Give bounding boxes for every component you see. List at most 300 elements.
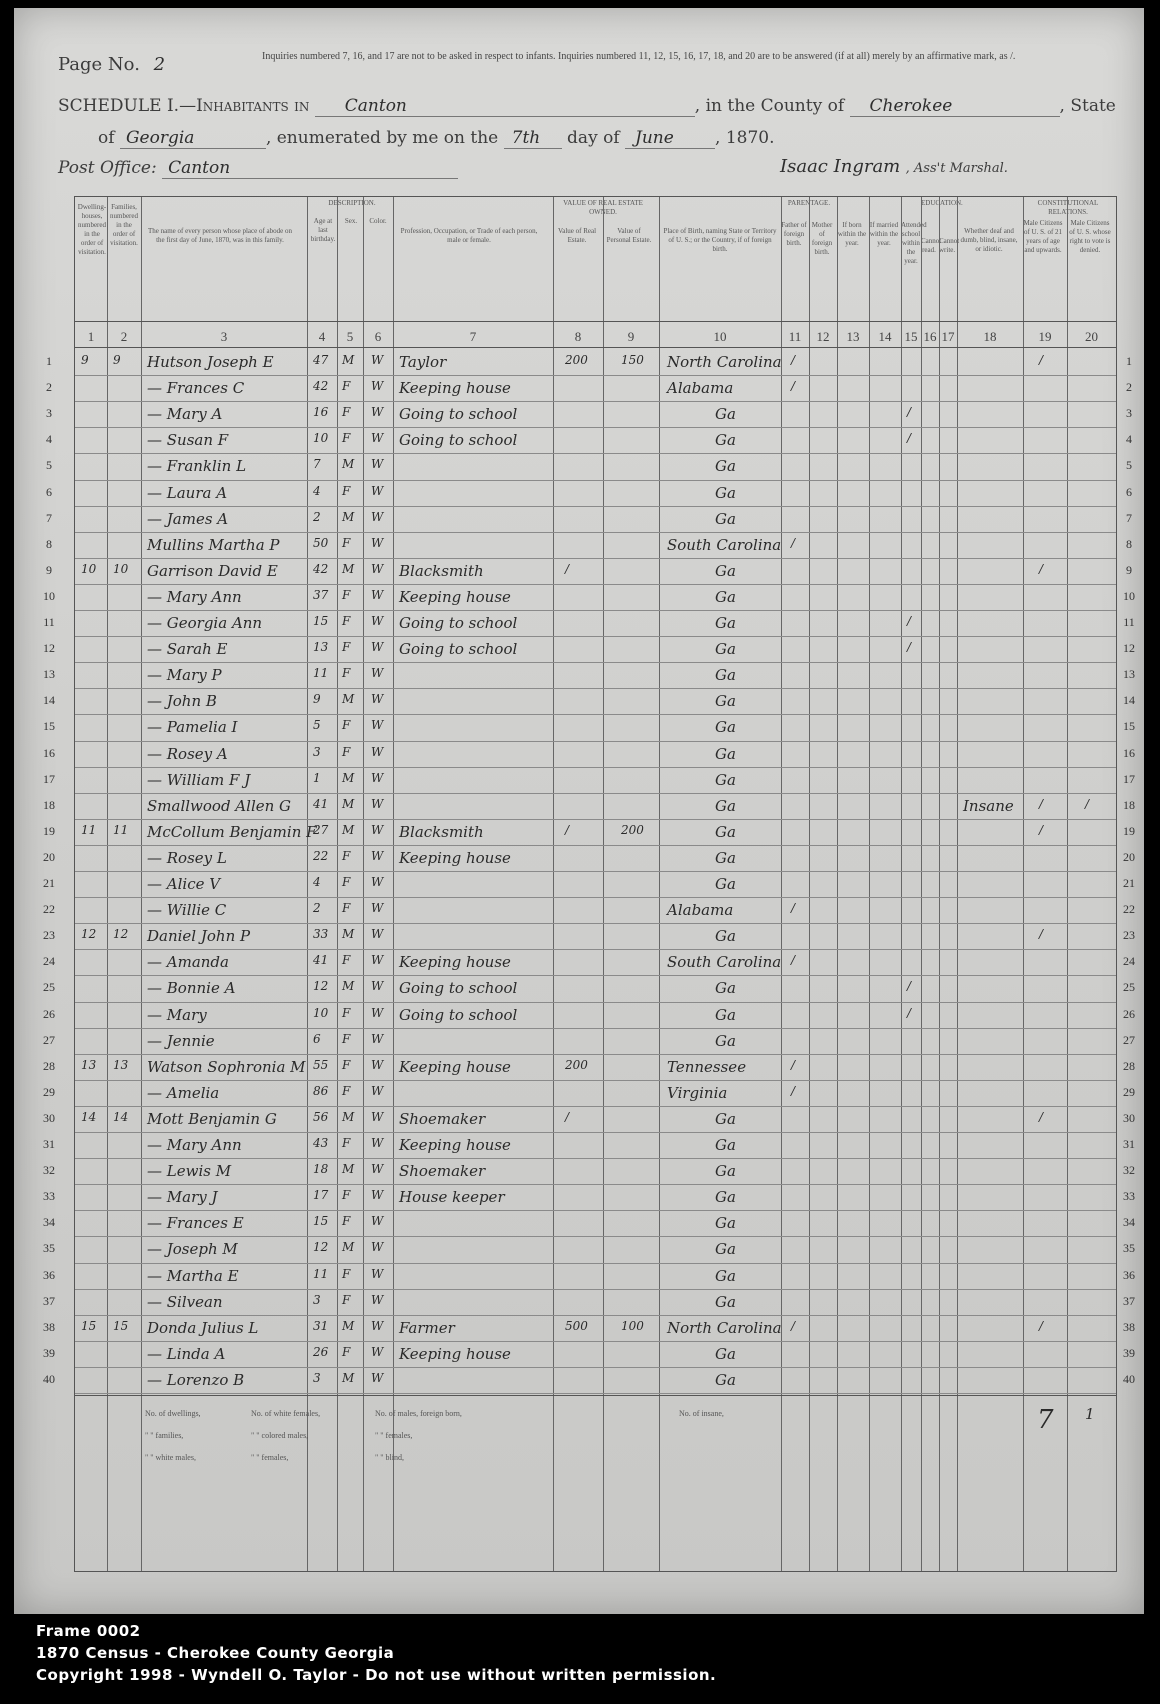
color-value: W (371, 1240, 384, 1255)
person-name: — Frances C (147, 379, 245, 398)
sex-value: M (342, 1240, 355, 1255)
row-divider (75, 871, 1116, 872)
sex-value: M (342, 509, 355, 524)
row-divider (75, 1002, 1116, 1003)
place-value: Canton (315, 96, 695, 117)
column-number: 5 (346, 329, 354, 344)
person-name: — Mary A (147, 405, 223, 424)
row-divider (75, 741, 1116, 742)
row-number-left: 3 (46, 406, 52, 421)
person-name: Donda Julius L (147, 1318, 259, 1337)
sex-value: F (342, 587, 351, 602)
summary-colored-males: " " colored males, (251, 1431, 309, 1440)
sex-value: F (342, 901, 351, 916)
occupation-value: House keeper (399, 1188, 505, 1207)
age-value: 2 (313, 901, 321, 916)
row-number-left: 17 (43, 771, 55, 786)
row-number-right: 11 (1123, 615, 1135, 629)
birthplace-value: Ga (715, 561, 736, 580)
row-number-right: 26 (1123, 1006, 1135, 1021)
color-value: W (371, 483, 384, 498)
sex-value: F (342, 953, 351, 968)
header-name: The name of every person whose place of abode on the first day of June, 1870, was in this family. (147, 227, 293, 244)
column-divider (921, 197, 922, 1571)
age-value: 31 (313, 1318, 329, 1333)
dwelling-number: 11 (81, 822, 97, 837)
summary-insane: No. of insane, (679, 1409, 724, 1418)
column-divider (659, 197, 660, 1571)
row-number-left: 31 (43, 1137, 55, 1151)
post-office-line (58, 158, 458, 179)
column-number: 13 (846, 329, 860, 344)
row-divider (75, 1106, 1116, 1107)
occupation-value: Farmer (399, 1318, 455, 1337)
age-value: 27 (313, 822, 329, 837)
header-color: Color. (369, 217, 387, 225)
row-number-right: 6 (1126, 484, 1132, 499)
color-value: W (371, 796, 384, 811)
year-label: , 1870. (715, 128, 775, 148)
sex-value: M (342, 457, 355, 472)
row-number-left: 27 (43, 1032, 55, 1047)
color-value: W (371, 1005, 384, 1020)
sex-value: M (342, 770, 355, 785)
person-name: — Joseph M (147, 1240, 238, 1259)
age-value: 42 (313, 561, 329, 576)
column-divider (553, 197, 554, 1571)
row-divider (75, 949, 1116, 950)
header-occupation: Profession, Occupation, or Trade of each person, male or female. (400, 227, 538, 244)
color-value: W (371, 770, 384, 785)
color-value: W (371, 614, 384, 628)
day-value: 7th (504, 128, 562, 149)
census-sheet (14, 8, 1144, 1614)
occupation-value: Keeping house (399, 379, 511, 398)
age-value: 12 (313, 979, 329, 994)
column-divider (957, 197, 958, 1571)
header-attended-school: Attended school within the year. (901, 221, 927, 265)
citizen-mark: / (1039, 822, 1044, 837)
header-father-foreign: Father of foreign birth. (781, 221, 807, 247)
color-value: W (371, 1031, 384, 1046)
age-value: 10 (313, 431, 329, 446)
real-estate-value: 500 (565, 1318, 588, 1333)
birthplace-value: North Carolina (667, 353, 782, 371)
row-number-right: 4 (1126, 432, 1132, 447)
person-name: — Pamelia I (147, 718, 238, 737)
caption-frame: Frame 0002 (36, 1622, 141, 1640)
color-value: W (371, 1292, 384, 1307)
row-number-left: 23 (43, 928, 55, 943)
column-number: 15 (904, 329, 918, 344)
color-value: W (371, 927, 384, 942)
summary-blind: " " blind, (375, 1453, 404, 1462)
caption-title: 1870 Census - Cherokee County Georgia (36, 1644, 395, 1662)
header-education: EDUCATION. (921, 199, 963, 207)
real-estate-value: / (565, 822, 570, 837)
dwelling-number: 14 (81, 1109, 97, 1124)
sex-value: F (342, 1136, 351, 1150)
color-value: W (371, 587, 384, 602)
person-name: — Silvean (147, 1292, 223, 1311)
row-divider (75, 427, 1116, 428)
header-personal-estate: Value of Personal Estate. (606, 227, 652, 244)
birthplace-value: Ga (715, 1188, 736, 1207)
dwelling-number: 15 (81, 1318, 97, 1333)
row-number-right: 34 (1123, 1215, 1135, 1230)
person-name: — Lewis M (147, 1162, 232, 1181)
age-value: 4 (313, 875, 321, 889)
row-divider (75, 610, 1116, 611)
school-mark: / (907, 1005, 912, 1020)
summary-females: " " females, (251, 1453, 289, 1462)
row-number-left: 11 (43, 615, 55, 629)
row-divider (75, 558, 1116, 559)
row-divider (75, 1080, 1116, 1081)
row-number-left: 7 (46, 510, 52, 525)
row-number-left: 30 (43, 1110, 55, 1125)
row-divider (75, 767, 1116, 768)
sex-value: F (342, 1057, 351, 1072)
color-value: W (371, 561, 384, 576)
birthplace-value: Ga (715, 1214, 736, 1233)
person-name: McCollum Benjamin F (147, 822, 317, 841)
personal-estate-value: 150 (621, 353, 644, 367)
column-number: 8 (574, 329, 582, 344)
column-number: 14 (878, 329, 892, 344)
dwelling-number: 9 (81, 353, 89, 367)
age-value: 41 (313, 796, 329, 811)
citizen-mark: / (1039, 353, 1044, 367)
person-name: Watson Sophronia M (147, 1057, 306, 1076)
header-sex: Sex. (344, 217, 358, 225)
header-birthplace: Place of Birth, naming State or Territory of U. S.; or the Country, if of foreign birth. (663, 227, 777, 253)
column-number: 2 (120, 329, 128, 344)
citizen-mark: / (1039, 927, 1044, 942)
person-name: — Franklin L (147, 457, 247, 476)
birthplace-value: Ga (715, 875, 736, 893)
row-number-left: 4 (46, 432, 52, 447)
age-value: 5 (313, 718, 321, 733)
real-estate-value: / (565, 561, 570, 576)
header-constitutional: CONSTITUTIONAL RELATIONS. (1037, 199, 1099, 216)
summary-divider (75, 1395, 1116, 1396)
row-number-left: 22 (43, 902, 55, 917)
color-value: W (371, 822, 384, 837)
sex-value: M (342, 796, 355, 811)
age-value: 37 (313, 587, 329, 602)
citizen-mark: / (1039, 561, 1044, 576)
sex-value: F (342, 614, 351, 628)
father-foreign-mark: / (791, 1318, 796, 1333)
color-value: W (371, 848, 384, 863)
real-estate-value: 200 (565, 353, 588, 367)
row-number-left: 38 (43, 1319, 55, 1334)
post-office-label: Post Office: (58, 158, 157, 178)
row-divider (75, 375, 1116, 376)
column-divider (141, 197, 142, 1571)
row-number-left: 13 (43, 667, 55, 682)
birthplace-value: Ga (715, 640, 736, 659)
occupation-value: Keeping house (399, 1344, 511, 1363)
occupation-value: Shoemaker (399, 1162, 486, 1181)
row-number-right: 15 (1123, 719, 1135, 734)
row-number-left: 32 (43, 1163, 55, 1178)
father-foreign-mark: / (791, 901, 796, 916)
column-number: 12 (816, 329, 830, 344)
caption-copyright: Copyright 1998 - Wyndell O. Taylor - Do not use without written permission. (36, 1666, 717, 1684)
age-value: 15 (313, 614, 329, 628)
sex-value: F (342, 1083, 351, 1098)
color-value: W (371, 901, 384, 916)
birthplace-value: Ga (715, 1005, 736, 1024)
sex-value: F (342, 535, 351, 550)
color-value: W (371, 1266, 384, 1281)
row-number-left: 10 (43, 588, 55, 603)
age-value: 56 (313, 1109, 329, 1124)
age-value: 17 (313, 1188, 329, 1203)
sex-value: F (342, 1031, 351, 1046)
row-divider (75, 636, 1116, 637)
month-value: June (625, 128, 715, 149)
row-number-right: 21 (1123, 876, 1135, 890)
row-number-left: 35 (43, 1241, 55, 1256)
page-label-text: Page No. (58, 54, 140, 75)
sex-value: F (342, 1266, 351, 1281)
sex-value: M (342, 692, 355, 707)
age-value: 7 (313, 457, 321, 472)
color-value: W (371, 1136, 384, 1150)
color-value: W (371, 535, 384, 550)
inquiry-note: Inquiries numbered 7, 16, and 17 are not to be asked in respect to infants. Inquiries numbered 11, 12, 15, 16, 17, 18, and 20 are to be answered (if at all) merely by an affirmative mark, as /. (262, 51, 1016, 62)
column-divider (837, 197, 838, 1571)
row-number-right: 1 (1126, 354, 1132, 368)
family-number: 11 (113, 822, 129, 837)
row-number-left: 6 (46, 484, 52, 499)
sex-value: M (342, 1162, 355, 1177)
row-number-right: 17 (1123, 771, 1135, 786)
person-name: — William F J (147, 770, 251, 789)
birthplace-value: Ga (715, 718, 736, 737)
age-value: 18 (313, 1162, 329, 1177)
color-value: W (371, 875, 384, 889)
color-value: W (371, 509, 384, 524)
birthplace-value: Ga (715, 1266, 736, 1285)
row-number-right: 39 (1123, 1345, 1135, 1360)
birthplace-value: Ga (715, 770, 736, 789)
person-name: — Willie C (147, 901, 227, 920)
post-office-value: Canton (162, 158, 458, 179)
row-divider (75, 923, 1116, 924)
row-number-left: 15 (43, 719, 55, 734)
occupation-value: Shoemaker (399, 1109, 486, 1128)
row-number-right: 22 (1123, 902, 1135, 917)
row-number-left: 36 (43, 1267, 55, 1282)
color-value: W (371, 379, 384, 394)
age-value: 22 (313, 848, 329, 863)
row-divider (75, 1158, 1116, 1159)
column-divider (1067, 197, 1068, 1571)
summary-white-females: No. of white females, (251, 1409, 321, 1418)
row-number-left: 2 (46, 380, 52, 395)
birthplace-value: South Carolina (667, 953, 782, 972)
age-value: 6 (313, 1031, 321, 1046)
sex-value: M (342, 353, 355, 367)
birthplace-value: Ga (715, 1370, 736, 1389)
census-table (74, 196, 1117, 1572)
person-name: — Laura A (147, 483, 228, 502)
sex-value: M (342, 1370, 355, 1385)
column-number: 7 (469, 329, 477, 344)
birthplace-value: Ga (715, 457, 736, 476)
column-divider (869, 197, 870, 1571)
color-value: W (371, 1057, 384, 1072)
row-number-right: 28 (1123, 1058, 1135, 1073)
row-divider (75, 1028, 1116, 1029)
row-number-right: 40 (1123, 1371, 1135, 1386)
color-value: W (371, 431, 384, 446)
person-name: — Lorenzo B (147, 1370, 245, 1389)
row-number-right: 24 (1123, 954, 1135, 969)
column-divider (393, 197, 394, 1571)
age-value: 2 (313, 509, 321, 524)
birthplace-value: Ga (715, 1292, 736, 1311)
row-divider (75, 1315, 1116, 1316)
color-value: W (371, 744, 384, 759)
age-value: 43 (313, 1136, 329, 1150)
column-number: 4 (318, 329, 326, 344)
row-number-left: 40 (43, 1371, 55, 1386)
birthplace-value: Alabama (667, 379, 734, 398)
row-number-right: 35 (1123, 1241, 1135, 1256)
row-divider (75, 897, 1116, 898)
family-number: 15 (113, 1318, 129, 1333)
header-deaf-blind: Whether deaf and dumb, blind, insane, or idiotic. (960, 227, 1018, 253)
birthplace-value: Ga (715, 692, 736, 711)
color-value: W (371, 979, 384, 994)
color-value: W (371, 640, 384, 655)
schedule-line (58, 96, 1116, 117)
column-divider (939, 197, 940, 1571)
row-number-left: 37 (43, 1293, 55, 1308)
age-value: 3 (313, 1292, 321, 1307)
marshal-line (780, 156, 1008, 177)
row-number-right: 2 (1126, 380, 1132, 395)
row-number-right: 9 (1126, 562, 1132, 577)
header-divider (75, 321, 1116, 322)
column-number: 16 (923, 329, 937, 344)
family-number: 14 (113, 1109, 129, 1124)
column-number: 18 (983, 329, 997, 344)
occupation-value: Taylor (399, 353, 447, 371)
school-mark: / (907, 614, 912, 628)
row-number-right: 25 (1123, 980, 1135, 995)
row-number-left: 12 (43, 641, 55, 656)
row-number-right: 29 (1123, 1084, 1135, 1099)
age-value: 3 (313, 744, 321, 759)
occupation-value: Keeping house (399, 1057, 511, 1076)
header-real-estate: Value of Real Estate. (557, 227, 597, 244)
birthplace-value: Alabama (667, 901, 734, 920)
row-divider (75, 662, 1116, 663)
column-divider (337, 197, 338, 1571)
age-value: 10 (313, 1005, 329, 1020)
row-number-right: 8 (1126, 536, 1132, 551)
person-name: — Martha E (147, 1266, 239, 1285)
age-value: 13 (313, 640, 329, 655)
column-number: 6 (374, 329, 382, 344)
row-number-left: 28 (43, 1058, 55, 1073)
sex-value: F (342, 666, 351, 681)
row-number-right: 20 (1123, 849, 1135, 864)
person-name: — Mary (147, 1005, 207, 1024)
color-value: W (371, 405, 384, 420)
row-number-left: 14 (43, 693, 55, 708)
row-number-left: 8 (46, 536, 52, 551)
row-divider (75, 1341, 1116, 1342)
row-number-right: 32 (1123, 1163, 1135, 1178)
age-value: 47 (313, 353, 329, 367)
row-divider (75, 845, 1116, 846)
age-value: 42 (313, 379, 329, 394)
person-name: Mullins Martha P (147, 535, 280, 554)
row-number-right: 36 (1123, 1267, 1135, 1282)
occupation-value: Going to school (399, 614, 518, 632)
person-name: — Mary Ann (147, 1136, 242, 1154)
row-number-left: 24 (43, 954, 55, 969)
column-number: 19 (1038, 329, 1052, 344)
birthplace-value: Virginia (667, 1083, 728, 1102)
header-value: VALUE OF REAL ESTATE OWNED. (563, 199, 643, 216)
row-number-right: 16 (1123, 745, 1135, 760)
schedule-label: SCHEDULE I.—Inhabitants in (58, 96, 310, 116)
school-mark: / (907, 405, 912, 420)
school-mark: / (907, 431, 912, 446)
row-number-right: 37 (1123, 1293, 1135, 1308)
row-divider (75, 453, 1116, 454)
sex-value: F (342, 483, 351, 498)
day-of-label: day of (567, 128, 620, 148)
row-number-left: 39 (43, 1345, 55, 1360)
row-number-right: 27 (1123, 1032, 1135, 1047)
occupation-value: Going to school (399, 431, 518, 450)
age-value: 1 (313, 770, 321, 785)
header-cannot-read: Cannot read. (921, 237, 942, 254)
summary-families: " " families, (145, 1431, 184, 1440)
birthplace-value: North Carolina (667, 1318, 782, 1337)
row-number-right: 3 (1126, 406, 1132, 421)
age-value: 26 (313, 1344, 329, 1359)
occupation-value: Going to school (399, 1005, 518, 1024)
county-value: Cherokee (850, 96, 1060, 117)
row-divider (75, 688, 1116, 689)
age-value: 55 (313, 1057, 329, 1072)
sex-value: F (342, 431, 351, 446)
row-divider (75, 1289, 1116, 1290)
row-number-left: 18 (43, 797, 55, 812)
page-label (58, 54, 165, 75)
header-born-year: If born within the year. (837, 221, 867, 247)
state-value: Georgia (120, 128, 266, 149)
sex-value: F (342, 744, 351, 759)
birthplace-value: Ga (715, 587, 736, 606)
dwelling-number: 12 (81, 927, 97, 942)
person-name: — Amelia (147, 1083, 220, 1102)
birthplace-value: Ga (715, 666, 736, 685)
citizen-mark: / (1039, 1318, 1044, 1333)
row-divider (75, 584, 1116, 585)
color-value: W (371, 718, 384, 733)
